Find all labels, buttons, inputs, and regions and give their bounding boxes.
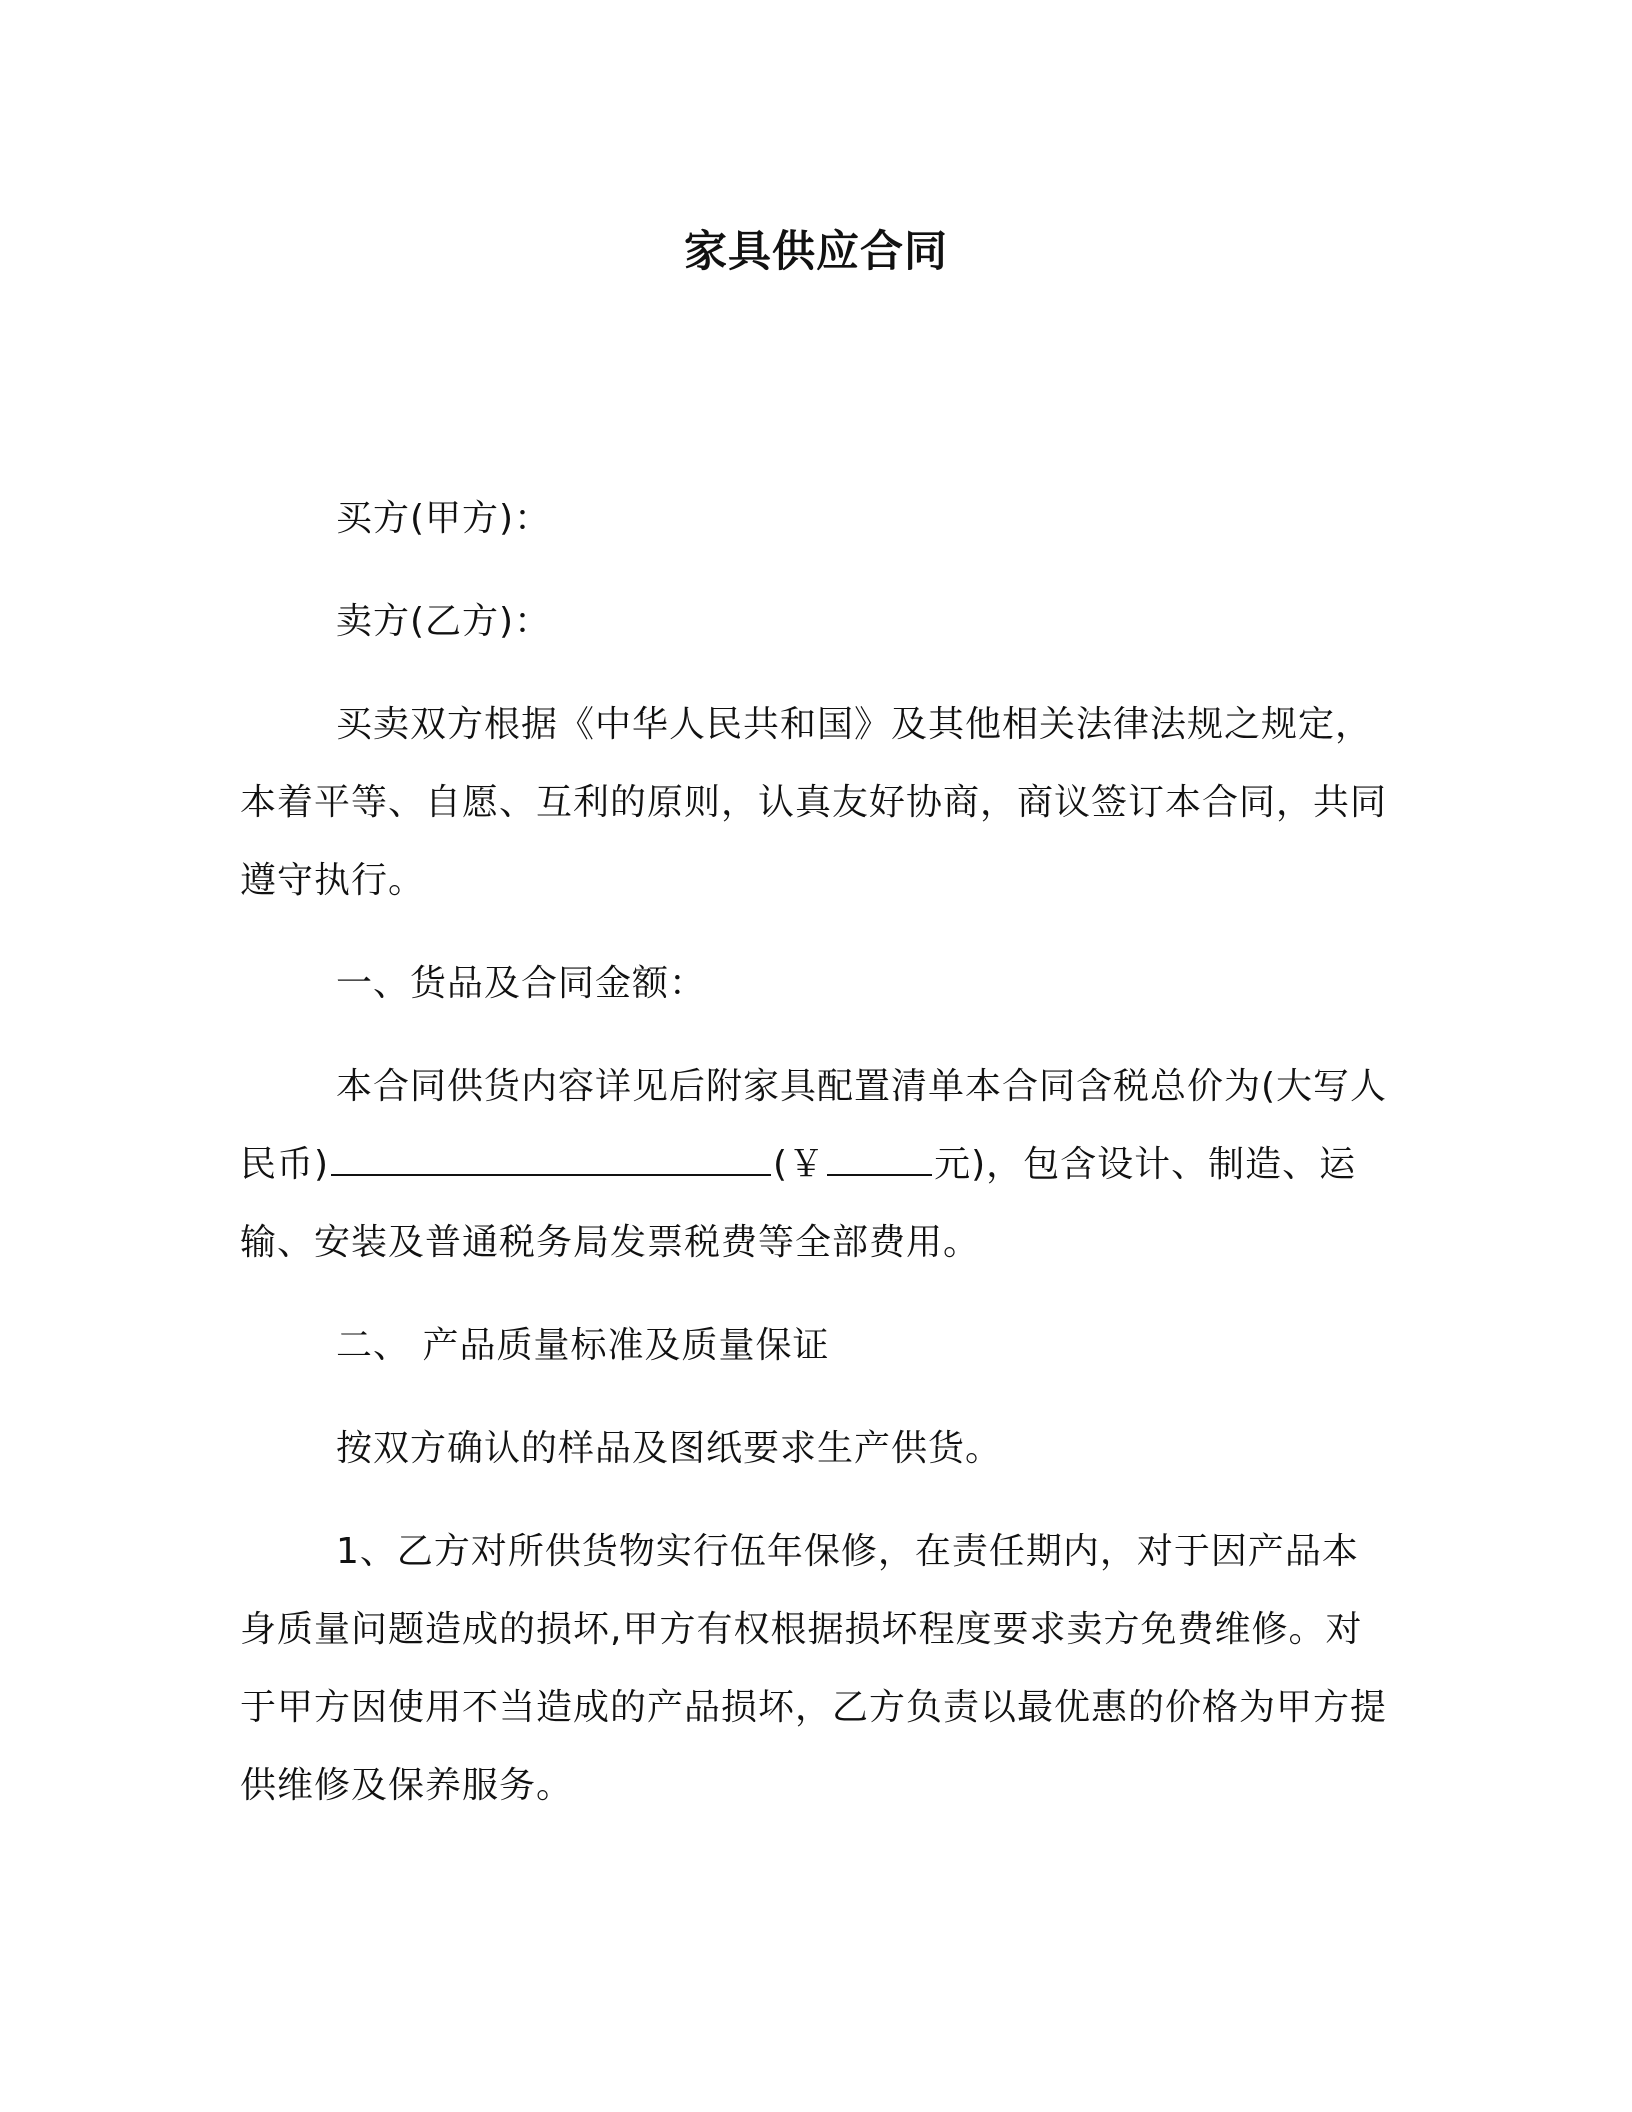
document-body	[240, 480, 1390, 1825]
section-1-text-part2: (￥	[773, 1144, 826, 1185]
document-title: 家具供应合同	[684, 227, 948, 277]
seller-label: 卖方(乙方)：	[336, 601, 552, 642]
intro-paragraph: 买卖双方根据《中华人民共和国》及其他相关法律法规之规定，本着平等、自愿、互利的原则，认真友好协商，商议签订本合同，共同遵守执行。	[240, 704, 1388, 901]
amount-words-blank	[331, 1144, 771, 1176]
section-1-text-part3: 元)，包含设计、制造、运输、安装及普通税务局发票税费等全部费用。	[240, 1144, 1357, 1263]
section-2-heading: 二、 产品质量标准及质量保证	[336, 1325, 830, 1366]
section-1-text-part1: 本合同供货内容详见后附家具配置清单本合同含税总价为(大写人民币)	[240, 1066, 1388, 1185]
section-1-heading: 一、货品及合同金额：	[336, 963, 707, 1004]
buyer-line	[240, 480, 1390, 558]
amount-number-blank	[827, 1144, 932, 1176]
section-2-paragraph: 按双方确认的样品及图纸要求生产供货。	[336, 1428, 1003, 1469]
section-2-item-1: 1、乙方对所供货物实行伍年保修，在责任期内，对于因产品本身质量问题造成的损坏,甲方有权根据损坏程度要求卖方免费维修。对于甲方因使用不当造成的产品损坏，乙方负责以最优惠的价格为甲方提供维修及保养服务。	[240, 1531, 1388, 1806]
buyer-label: 买方(甲方)：	[336, 498, 552, 539]
seller-line	[240, 583, 1390, 661]
section-1-paragraph	[240, 1048, 1390, 1282]
